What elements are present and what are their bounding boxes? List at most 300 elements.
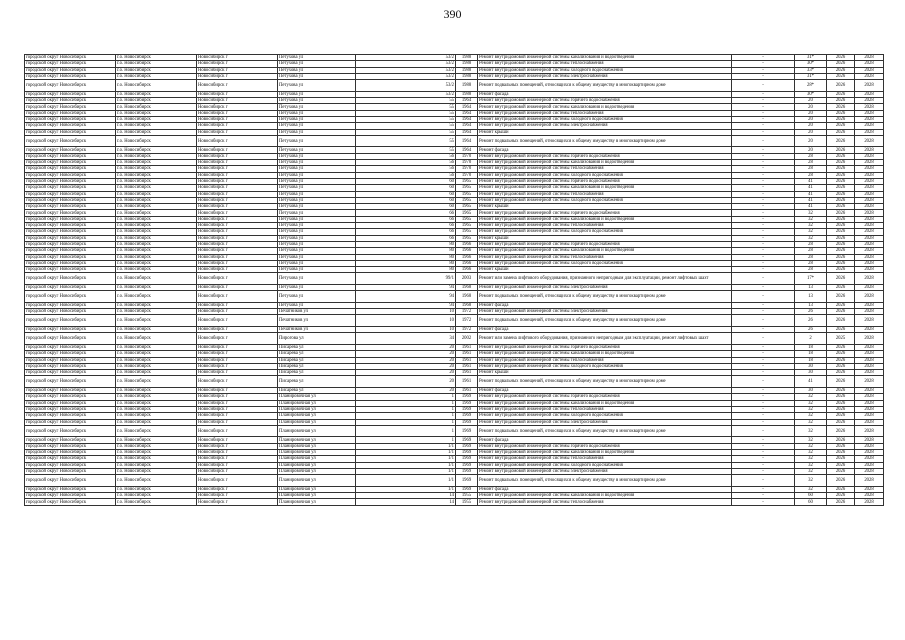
cell-start-year: 2026 bbox=[827, 254, 855, 260]
cell-area: 31* bbox=[795, 55, 827, 61]
cell-municipality: городской округ Новосибирск bbox=[25, 210, 116, 216]
cell-cost: - bbox=[732, 61, 795, 67]
cell-start-year: 2026 bbox=[827, 135, 855, 147]
cell-cost: - bbox=[732, 376, 795, 388]
cell-district: г.о. Новосибирск bbox=[116, 160, 197, 166]
cell-municipality: городской округ Новосибирск bbox=[25, 406, 116, 412]
cell-cost: - bbox=[732, 388, 795, 394]
cell-work-type: Ремонт внутридомовой инженерной системы холодного водоснабжения bbox=[478, 172, 732, 178]
cell-end-year: 2028 bbox=[855, 123, 884, 129]
cell-start-year: 2026 bbox=[827, 499, 855, 505]
cell-year: 1968 bbox=[456, 291, 478, 303]
cell-municipality: городской округ Новосибирск bbox=[25, 456, 116, 462]
cell-district: г.о. Новосибирск bbox=[116, 486, 197, 492]
cell-city: Новосибирск г bbox=[197, 80, 278, 92]
cell-start-year: 2026 bbox=[827, 80, 855, 92]
cell-start-year: 2026 bbox=[827, 456, 855, 462]
cell-municipality: городской округ Новосибирск bbox=[25, 67, 116, 73]
cell-year: 1988 bbox=[456, 55, 478, 61]
cell-area: 28 bbox=[795, 260, 827, 266]
cell-cost: - bbox=[732, 493, 795, 499]
cell-end-year: 2028 bbox=[855, 493, 884, 499]
cell-start-year: 2026 bbox=[827, 400, 855, 406]
cell-street: Петухова ул bbox=[278, 98, 356, 104]
cell-start-year: 2026 bbox=[827, 116, 855, 122]
cell-municipality: городской округ Новосибирск bbox=[25, 450, 116, 456]
cell-house: 1/1 bbox=[356, 486, 456, 492]
cell-year: 1965 bbox=[456, 197, 478, 203]
cell-street: Петухова ул bbox=[278, 110, 356, 116]
cell-district: г.о. Новосибирск bbox=[116, 80, 197, 92]
cell-cost: - bbox=[732, 80, 795, 92]
cell-municipality: городской округ Новосибирск bbox=[25, 153, 116, 159]
cell-municipality: городской округ Новосибирск bbox=[25, 80, 116, 92]
cell-city: Новосибирск г bbox=[197, 260, 278, 266]
cell-area: 41 bbox=[795, 376, 827, 388]
cell-street: Петухова ул bbox=[278, 147, 356, 153]
cell-area: 32 bbox=[795, 413, 827, 419]
table-row bbox=[25, 291, 884, 303]
cell-house: 80 bbox=[356, 254, 456, 260]
cell-cost: - bbox=[732, 419, 795, 425]
cell-start-year: 2026 bbox=[827, 419, 855, 425]
cell-city: Новосибирск г bbox=[197, 248, 278, 254]
cell-cost: - bbox=[732, 241, 795, 247]
cell-work-type: Ремонт фасада bbox=[478, 327, 732, 333]
cell-municipality: городской округ Новосибирск bbox=[25, 241, 116, 247]
cell-street: Петухова ул bbox=[278, 104, 356, 110]
cell-municipality: городской округ Новосибирск bbox=[25, 376, 116, 388]
cell-municipality: городской округ Новосибирск bbox=[25, 309, 116, 315]
cell-district: г.о. Новосибирск bbox=[116, 61, 197, 67]
cell-cost: - bbox=[732, 475, 795, 487]
cell-area: 32 bbox=[795, 425, 827, 437]
cell-cost: - bbox=[732, 210, 795, 216]
cell-start-year: 2026 bbox=[827, 475, 855, 487]
cell-start-year: 2026 bbox=[827, 394, 855, 400]
cell-end-year: 2028 bbox=[855, 80, 884, 92]
cell-municipality: городской округ Новосибирск bbox=[25, 55, 116, 61]
cell-house: 20 bbox=[356, 344, 456, 350]
cell-city: Новосибирск г bbox=[197, 216, 278, 222]
cell-district: г.о. Новосибирск bbox=[116, 443, 197, 449]
cell-work-type: Ремонт внутридомовой инженерной системы канализования и водоотведения bbox=[478, 216, 732, 222]
cell-area: 60 bbox=[795, 493, 827, 499]
cell-cost: - bbox=[732, 248, 795, 254]
cell-district: г.о. Новосибирск bbox=[116, 185, 197, 191]
cell-street: Планировочная ул bbox=[278, 443, 356, 449]
cell-city: Новосибирск г bbox=[197, 229, 278, 235]
cell-city: Новосибирск г bbox=[197, 363, 278, 369]
cell-cost: - bbox=[732, 67, 795, 73]
cell-district: г.о. Новосибирск bbox=[116, 406, 197, 412]
cell-work-type: Ремонт внутридомовой инженерной системы электроснабжения bbox=[478, 419, 732, 425]
cell-house: 1 bbox=[356, 413, 456, 419]
cell-cost: - bbox=[732, 273, 795, 285]
cell-district: г.о. Новосибирск bbox=[116, 172, 197, 178]
cell-end-year: 2028 bbox=[855, 499, 884, 505]
cell-work-type: Ремонт фасада bbox=[478, 437, 732, 443]
cell-municipality: городской округ Новосибирск bbox=[25, 344, 116, 350]
cell-city: Новосибирск г bbox=[197, 153, 278, 159]
cell-district: г.о. Новосибирск bbox=[116, 493, 197, 499]
cell-year: 1961 bbox=[456, 370, 478, 376]
cell-municipality: городской округ Новосибирск bbox=[25, 129, 116, 135]
cell-area: 17* bbox=[795, 273, 827, 285]
cell-year: 1970 bbox=[456, 172, 478, 178]
cell-city: Новосибирск г bbox=[197, 254, 278, 260]
cell-house: 60 bbox=[356, 185, 456, 191]
cell-district: г.о. Новосибирск bbox=[116, 370, 197, 376]
cell-year: 1964 bbox=[456, 129, 478, 135]
cell-house: 55 bbox=[356, 104, 456, 110]
cell-district: г.о. Новосибирск bbox=[116, 204, 197, 210]
cell-end-year: 2028 bbox=[855, 291, 884, 303]
cell-city: Новосибирск г bbox=[197, 400, 278, 406]
cell-city: Новосибирск г bbox=[197, 98, 278, 104]
cell-area: 32 bbox=[795, 450, 827, 456]
cell-area: 28 bbox=[795, 160, 827, 166]
cell-house: 1 bbox=[356, 419, 456, 425]
cell-municipality: городской округ Новосибирск bbox=[25, 370, 116, 376]
cell-city: Новосибирск г bbox=[197, 191, 278, 197]
cell-cost: - bbox=[732, 425, 795, 437]
cell-area: 28 bbox=[795, 172, 827, 178]
cell-start-year: 2026 bbox=[827, 468, 855, 474]
cell-year: 1969 bbox=[456, 400, 478, 406]
cell-municipality: городской округ Новосибирск bbox=[25, 110, 116, 116]
cell-end-year: 2028 bbox=[855, 267, 884, 273]
cell-district: г.о. Новосибирск bbox=[116, 413, 197, 419]
cell-start-year: 2026 bbox=[827, 486, 855, 492]
cell-area: 26 bbox=[795, 315, 827, 327]
cell-work-type: Ремонт внутридомовой инженерной системы теплоснабжения bbox=[478, 357, 732, 363]
cell-area: 32 bbox=[795, 394, 827, 400]
cell-municipality: городской округ Новосибирск bbox=[25, 235, 116, 241]
cell-year: 1964 bbox=[456, 123, 478, 129]
cell-street: Петухова ул bbox=[278, 273, 356, 285]
cell-district: г.о. Новосибирск bbox=[116, 302, 197, 308]
cell-area: 41 bbox=[795, 185, 827, 191]
cell-house: 1/1 bbox=[356, 475, 456, 487]
cell-work-type: Ремонт подвальных помещений, относящихся к общему имуществу в многоквартирном доме bbox=[478, 80, 732, 92]
cell-municipality: городской округ Новосибирск bbox=[25, 91, 116, 97]
cell-year: 2002 bbox=[456, 333, 478, 345]
cell-district: г.о. Новосибирск bbox=[116, 260, 197, 266]
cell-municipality: городской округ Новосибирск bbox=[25, 160, 116, 166]
table-row bbox=[25, 135, 884, 147]
cell-year: 1970 bbox=[456, 153, 478, 159]
cell-district: г.о. Новосибирск bbox=[116, 91, 197, 97]
cell-end-year: 2028 bbox=[855, 400, 884, 406]
cell-year: 1972 bbox=[456, 327, 478, 333]
cell-house: 94 bbox=[356, 284, 456, 290]
cell-street: Планировочная ул bbox=[278, 486, 356, 492]
cell-cost: - bbox=[732, 260, 795, 266]
cell-area: 28 bbox=[795, 153, 827, 159]
cell-district: г.о. Новосибирск bbox=[116, 147, 197, 153]
cell-street: Печатников ул bbox=[278, 327, 356, 333]
cell-district: г.о. Новосибирск bbox=[116, 110, 197, 116]
cell-district: г.о. Новосибирск bbox=[116, 376, 197, 388]
table-row bbox=[25, 333, 884, 345]
cell-area: 32 bbox=[795, 210, 827, 216]
cell-house: 1 bbox=[356, 406, 456, 412]
cell-end-year: 2028 bbox=[855, 357, 884, 363]
cell-municipality: городской округ Новосибирск bbox=[25, 260, 116, 266]
cell-district: г.о. Новосибирск bbox=[116, 499, 197, 505]
cell-year: 1965 bbox=[456, 191, 478, 197]
cell-work-type: Ремонт внутридомовой инженерной системы электроснабжения bbox=[478, 123, 732, 129]
cell-area: 32 bbox=[795, 223, 827, 229]
cell-cost: - bbox=[732, 499, 795, 505]
cell-street: Писарева ул bbox=[278, 357, 356, 363]
cell-cost: - bbox=[732, 284, 795, 290]
cell-city: Новосибирск г bbox=[197, 388, 278, 394]
cell-city: Новосибирск г bbox=[197, 425, 278, 437]
cell-work-type: Ремонт крыши bbox=[478, 204, 732, 210]
cell-work-type: Ремонт или замена лифтового оборудования, признанного непригодным для эксплуатации, ремонт лифтовых шахт bbox=[478, 333, 732, 345]
cell-street: Петухова ул bbox=[278, 160, 356, 166]
cell-municipality: городской округ Новосибирск bbox=[25, 462, 116, 468]
cell-area: 26 bbox=[795, 309, 827, 315]
cell-street: Планировочная ул bbox=[278, 462, 356, 468]
cell-street: Пирогова ул bbox=[278, 333, 356, 345]
cell-municipality: городской округ Новосибирск bbox=[25, 229, 116, 235]
cell-city: Новосибирск г bbox=[197, 486, 278, 492]
cell-work-type: Ремонт внутридомовой инженерной системы теплоснабжения bbox=[478, 61, 732, 67]
cell-start-year: 2026 bbox=[827, 104, 855, 110]
cell-start-year: 2026 bbox=[827, 178, 855, 184]
cell-area: 32 bbox=[795, 419, 827, 425]
cell-end-year: 2028 bbox=[855, 98, 884, 104]
cell-city: Новосибирск г bbox=[197, 104, 278, 110]
cell-city: Новосибирск г bbox=[197, 351, 278, 357]
cell-end-year: 2028 bbox=[855, 166, 884, 172]
cell-area: 20 bbox=[795, 104, 827, 110]
cell-work-type: Ремонт внутридомовой инженерной системы холодного водоснабжения bbox=[478, 197, 732, 203]
cell-district: г.о. Новосибирск bbox=[116, 400, 197, 406]
cell-cost: - bbox=[732, 333, 795, 345]
cell-district: г.о. Новосибирск bbox=[116, 333, 197, 345]
cell-street: Петухова ул bbox=[278, 223, 356, 229]
cell-end-year: 2028 bbox=[855, 135, 884, 147]
cell-end-year: 2028 bbox=[855, 302, 884, 308]
cell-house: 60 bbox=[356, 204, 456, 210]
cell-end-year: 2028 bbox=[855, 344, 884, 350]
cell-cost: - bbox=[732, 55, 795, 61]
cell-district: г.о. Новосибирск bbox=[116, 248, 197, 254]
cell-district: г.о. Новосибирск bbox=[116, 135, 197, 147]
cell-work-type: Ремонт внутридомовой инженерной системы холодного водоснабжения bbox=[478, 67, 732, 73]
cell-start-year: 2026 bbox=[827, 235, 855, 241]
cell-year: 1972 bbox=[456, 309, 478, 315]
cell-cost: - bbox=[732, 450, 795, 456]
cell-work-type: Ремонт подвальных помещений, относящихся к общему имуществу в многоквартирном доме bbox=[478, 315, 732, 327]
cell-city: Новосибирск г bbox=[197, 178, 278, 184]
cell-area: 32 bbox=[795, 406, 827, 412]
cell-municipality: городской округ Новосибирск bbox=[25, 147, 116, 153]
cell-end-year: 2028 bbox=[855, 116, 884, 122]
cell-city: Новосибирск г bbox=[197, 394, 278, 400]
cell-house: 55 bbox=[356, 129, 456, 135]
cell-street: Петухова ул bbox=[278, 204, 356, 210]
cell-street: Печатников ул bbox=[278, 315, 356, 327]
cell-house: 56 bbox=[356, 172, 456, 178]
cell-municipality: городской округ Новосибирск bbox=[25, 98, 116, 104]
cell-area: 41 bbox=[795, 191, 827, 197]
cell-area: 41 bbox=[795, 204, 827, 210]
cell-house: 80 bbox=[356, 241, 456, 247]
cell-cost: - bbox=[732, 229, 795, 235]
cell-start-year: 2026 bbox=[827, 388, 855, 394]
cell-end-year: 2028 bbox=[855, 147, 884, 153]
cell-end-year: 2028 bbox=[855, 110, 884, 116]
cell-year: 1968 bbox=[456, 284, 478, 290]
cell-city: Новосибирск г bbox=[197, 197, 278, 203]
cell-end-year: 2028 bbox=[855, 388, 884, 394]
cell-year: 1965 bbox=[456, 178, 478, 184]
cell-cost: - bbox=[732, 204, 795, 210]
cell-city: Новосибирск г bbox=[197, 91, 278, 97]
cell-end-year: 2028 bbox=[855, 351, 884, 357]
cell-street: Планировочная ул bbox=[278, 394, 356, 400]
cell-area: 20 bbox=[795, 110, 827, 116]
cell-cost: - bbox=[732, 413, 795, 419]
cell-area: 32 bbox=[795, 462, 827, 468]
cell-street: Петухова ул bbox=[278, 235, 356, 241]
cell-city: Новосибирск г bbox=[197, 462, 278, 468]
cell-city: Новосибирск г bbox=[197, 67, 278, 73]
cell-work-type: Ремонт внутридомовой инженерной системы канализования и водоотведения bbox=[478, 351, 732, 357]
cell-city: Новосибирск г bbox=[197, 456, 278, 462]
cell-street: Петухова ул bbox=[278, 210, 356, 216]
cell-street: Писарева ул bbox=[278, 388, 356, 394]
cell-year: 1969 bbox=[456, 475, 478, 487]
cell-area: 20 bbox=[795, 135, 827, 147]
cell-start-year: 2026 bbox=[827, 437, 855, 443]
cell-end-year: 2028 bbox=[855, 327, 884, 333]
cell-end-year: 2028 bbox=[855, 443, 884, 449]
cell-end-year: 2028 bbox=[855, 486, 884, 492]
cell-start-year: 2026 bbox=[827, 493, 855, 499]
cell-district: г.о. Новосибирск bbox=[116, 153, 197, 159]
cell-municipality: городской округ Новосибирск bbox=[25, 223, 116, 229]
cell-area: 28* bbox=[795, 80, 827, 92]
cell-work-type: Ремонт подвальных помещений, относящихся к общему имуществу в многоквартирном доме bbox=[478, 291, 732, 303]
cell-year: 1970 bbox=[456, 160, 478, 166]
cell-area: 30* bbox=[795, 91, 827, 97]
cell-start-year: 2026 bbox=[827, 462, 855, 468]
cell-street: Планировочная ул bbox=[278, 419, 356, 425]
cell-work-type: Ремонт подвальных помещений, относящихся к общему имуществу в многоквартирном доме bbox=[478, 376, 732, 388]
cell-cost: - bbox=[732, 357, 795, 363]
cell-area: 20 bbox=[795, 98, 827, 104]
cell-municipality: городской округ Новосибирск bbox=[25, 388, 116, 394]
cell-house: 55 bbox=[356, 116, 456, 122]
cell-street: Планировочная ул bbox=[278, 400, 356, 406]
cell-district: г.о. Новосибирск bbox=[116, 254, 197, 260]
cell-cost: - bbox=[732, 172, 795, 178]
cell-district: г.о. Новосибирск bbox=[116, 450, 197, 456]
cell-street: Петухова ул bbox=[278, 191, 356, 197]
cell-city: Новосибирск г bbox=[197, 437, 278, 443]
cell-district: г.о. Новосибирск bbox=[116, 344, 197, 350]
cell-end-year: 2028 bbox=[855, 191, 884, 197]
cell-area: 20 bbox=[795, 123, 827, 129]
cell-work-type: Ремонт внутридомовой инженерной системы электроснабжения bbox=[478, 309, 732, 315]
cell-work-type: Ремонт фасада bbox=[478, 302, 732, 308]
cell-city: Новосибирск г bbox=[197, 284, 278, 290]
cell-end-year: 2028 bbox=[855, 475, 884, 487]
cell-area: 30* bbox=[795, 61, 827, 67]
cell-street: Планировочная ул bbox=[278, 499, 356, 505]
cell-year: 1961 bbox=[456, 344, 478, 350]
cell-street: Петухова ул bbox=[278, 216, 356, 222]
cell-end-year: 2028 bbox=[855, 104, 884, 110]
cell-street: Петухова ул bbox=[278, 178, 356, 184]
cell-start-year: 2025 bbox=[827, 333, 855, 345]
table-row bbox=[25, 273, 884, 285]
cell-city: Новосибирск г bbox=[197, 123, 278, 129]
cell-area: 32 bbox=[795, 235, 827, 241]
cell-work-type: Ремонт внутридомовой инженерной системы канализования и водоотведения bbox=[478, 55, 732, 61]
cell-area: 18 bbox=[795, 344, 827, 350]
cell-district: г.о. Новосибирск bbox=[116, 284, 197, 290]
cell-year: 1966 bbox=[456, 241, 478, 247]
cell-end-year: 2028 bbox=[855, 160, 884, 166]
cell-start-year: 2026 bbox=[827, 204, 855, 210]
cell-house: 66 bbox=[356, 235, 456, 241]
cell-work-type: Ремонт крыши bbox=[478, 370, 732, 376]
cell-city: Новосибирск г bbox=[197, 370, 278, 376]
cell-cost: - bbox=[732, 394, 795, 400]
cell-work-type: Ремонт внутридомовой инженерной системы горячего водоснабжения bbox=[478, 210, 732, 216]
cell-house: 94 bbox=[356, 302, 456, 308]
cell-end-year: 2028 bbox=[855, 370, 884, 376]
table-row bbox=[25, 499, 884, 505]
cell-district: г.о. Новосибирск bbox=[116, 123, 197, 129]
cell-work-type: Ремонт внутридомовой инженерной системы канализования и водоотведения bbox=[478, 104, 732, 110]
cell-year: 1965 bbox=[456, 210, 478, 216]
cell-city: Новосибирск г bbox=[197, 166, 278, 172]
cell-year: 1966 bbox=[456, 248, 478, 254]
cell-work-type: Ремонт внутридомовой инженерной системы канализования и водоотведения bbox=[478, 450, 732, 456]
cell-city: Новосибирск г bbox=[197, 61, 278, 67]
cell-area: 13 bbox=[795, 284, 827, 290]
cell-start-year: 2026 bbox=[827, 248, 855, 254]
cell-house: 10 bbox=[356, 309, 456, 315]
cell-cost: - bbox=[732, 216, 795, 222]
cell-house: 1/1 bbox=[356, 450, 456, 456]
cell-work-type: Ремонт фасада bbox=[478, 91, 732, 97]
cell-municipality: городской округ Новосибирск bbox=[25, 413, 116, 419]
cell-work-type: Ремонт внутридомовой инженерной системы канализования и водоотведения bbox=[478, 185, 732, 191]
cell-cost: - bbox=[732, 443, 795, 449]
cell-year: 1965 bbox=[456, 204, 478, 210]
cell-start-year: 2026 bbox=[827, 110, 855, 116]
cell-year: 1965 bbox=[456, 223, 478, 229]
cell-work-type: Ремонт внутридомовой инженерной системы теплоснабжения bbox=[478, 223, 732, 229]
cell-end-year: 2028 bbox=[855, 333, 884, 345]
cell-cost: - bbox=[732, 344, 795, 350]
cell-year: 2003 bbox=[456, 273, 478, 285]
cell-municipality: городской округ Новосибирск bbox=[25, 197, 116, 203]
cell-cost: - bbox=[732, 110, 795, 116]
cell-municipality: городской округ Новосибирск bbox=[25, 302, 116, 308]
cell-street: Петухова ул bbox=[278, 197, 356, 203]
cell-house: 66 bbox=[356, 210, 456, 216]
